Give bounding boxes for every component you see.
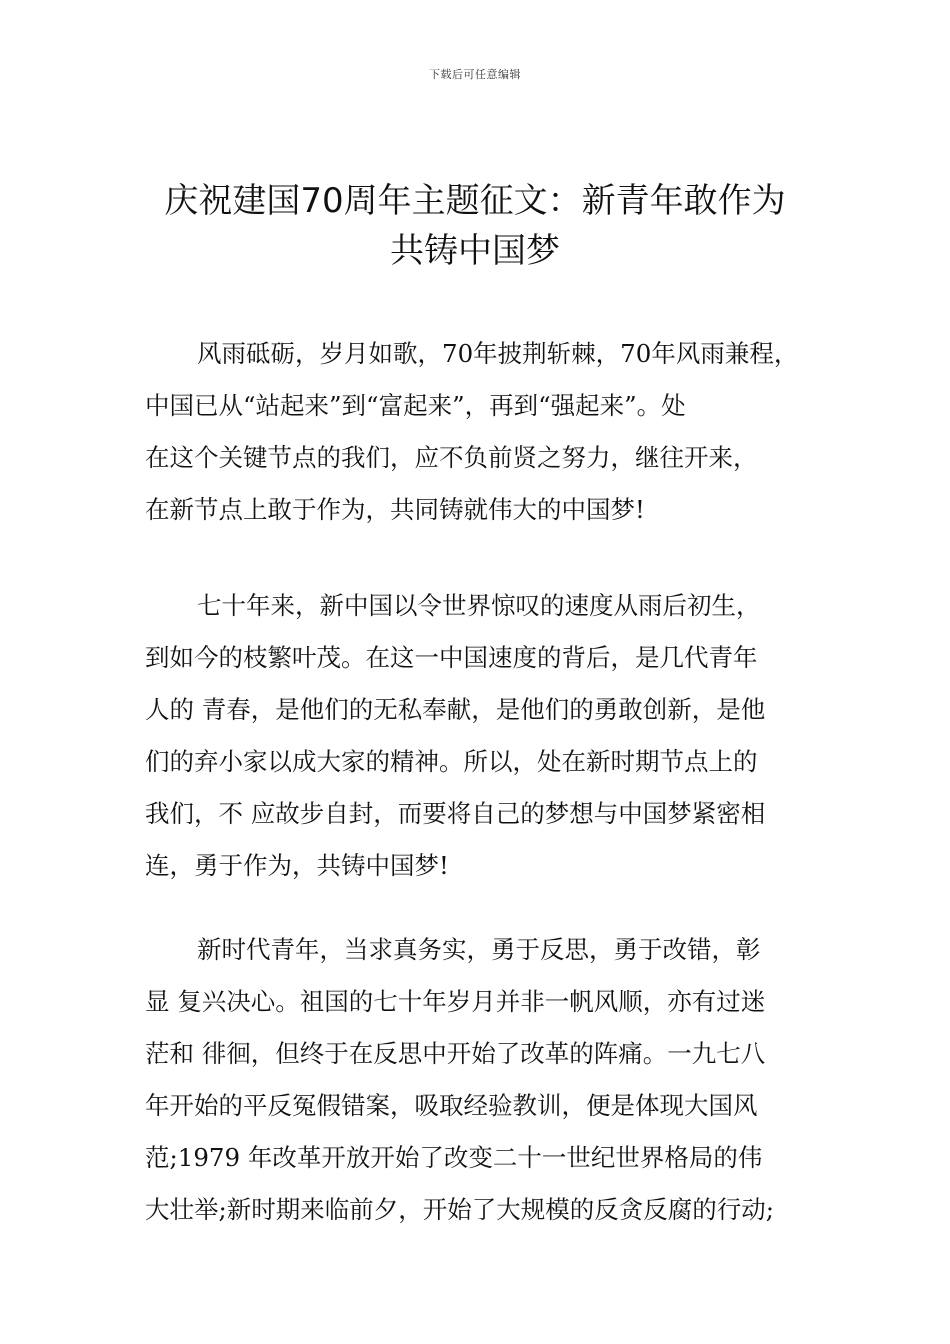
paragraph-line: 中国已从“站起来”到“富起来”，再到“强起来”。处 [145,391,686,420]
paragraph-line: 们的弃小家以成大家的精神。所以，处在新时期节点上的 [145,747,758,776]
paragraph-line: 到如今的枝繁叶茂。在这一中国速度的背后，是几代青年 [145,643,758,672]
paragraph-line: 茫和 徘徊，但终于在反思中开始了改革的阵痛。一九七八 [145,1039,766,1068]
paragraph-1 [145,328,810,536]
title-line-2: 共铸中国梦 [390,231,560,271]
paragraph-3 [145,924,810,1236]
paragraph-2 [145,580,810,892]
paragraph-line: 新时代青年，当求真务实，勇于反思，勇于改错，彰 [197,935,761,964]
document-title [120,176,830,276]
paragraph-line: 人的 青春，是他们的无私奉献，是他们的勇敢创新，是他 [145,695,766,724]
paragraph-line: 在新节点上敢于作为，共同铸就伟大的中国梦! [145,495,645,524]
paragraph-line: 我们，不 应故步自封，而要将自己的梦想与中国梦紧密相 [145,799,766,828]
paragraph-line: 年开始的平反冤假错案，吸取经验教训，便是体现大国风 [145,1091,758,1120]
paragraph-line: 七十年来，新中国以令世界惊叹的速度从雨后初生， [197,591,761,620]
paragraph-line: 风雨砥砺，岁月如歌，70年披荆斩棘，70年风雨兼程， [197,339,799,368]
paragraph-line: 连，勇于作为，共铸中国梦! [145,851,449,880]
paragraph-line: 显 复兴决心。祖国的七十年岁月并非一帆风顺，亦有过迷 [145,987,766,1016]
paragraph-line: 在这个关键节点的我们，应不负前贤之努力，继往开来， [145,443,758,472]
title-line-1: 庆祝建国70周年主题征文：新青年敢作为 [164,181,786,221]
header-note: 下载后可任意编辑 [429,68,521,81]
paragraph-line: 大壮举;新时期来临前夕，开始了大规模的反贪反腐的行动; [145,1195,775,1224]
paragraph-line: 范;1979 年改革开放开始了改变二十一世纪世界格局的伟 [145,1143,763,1172]
